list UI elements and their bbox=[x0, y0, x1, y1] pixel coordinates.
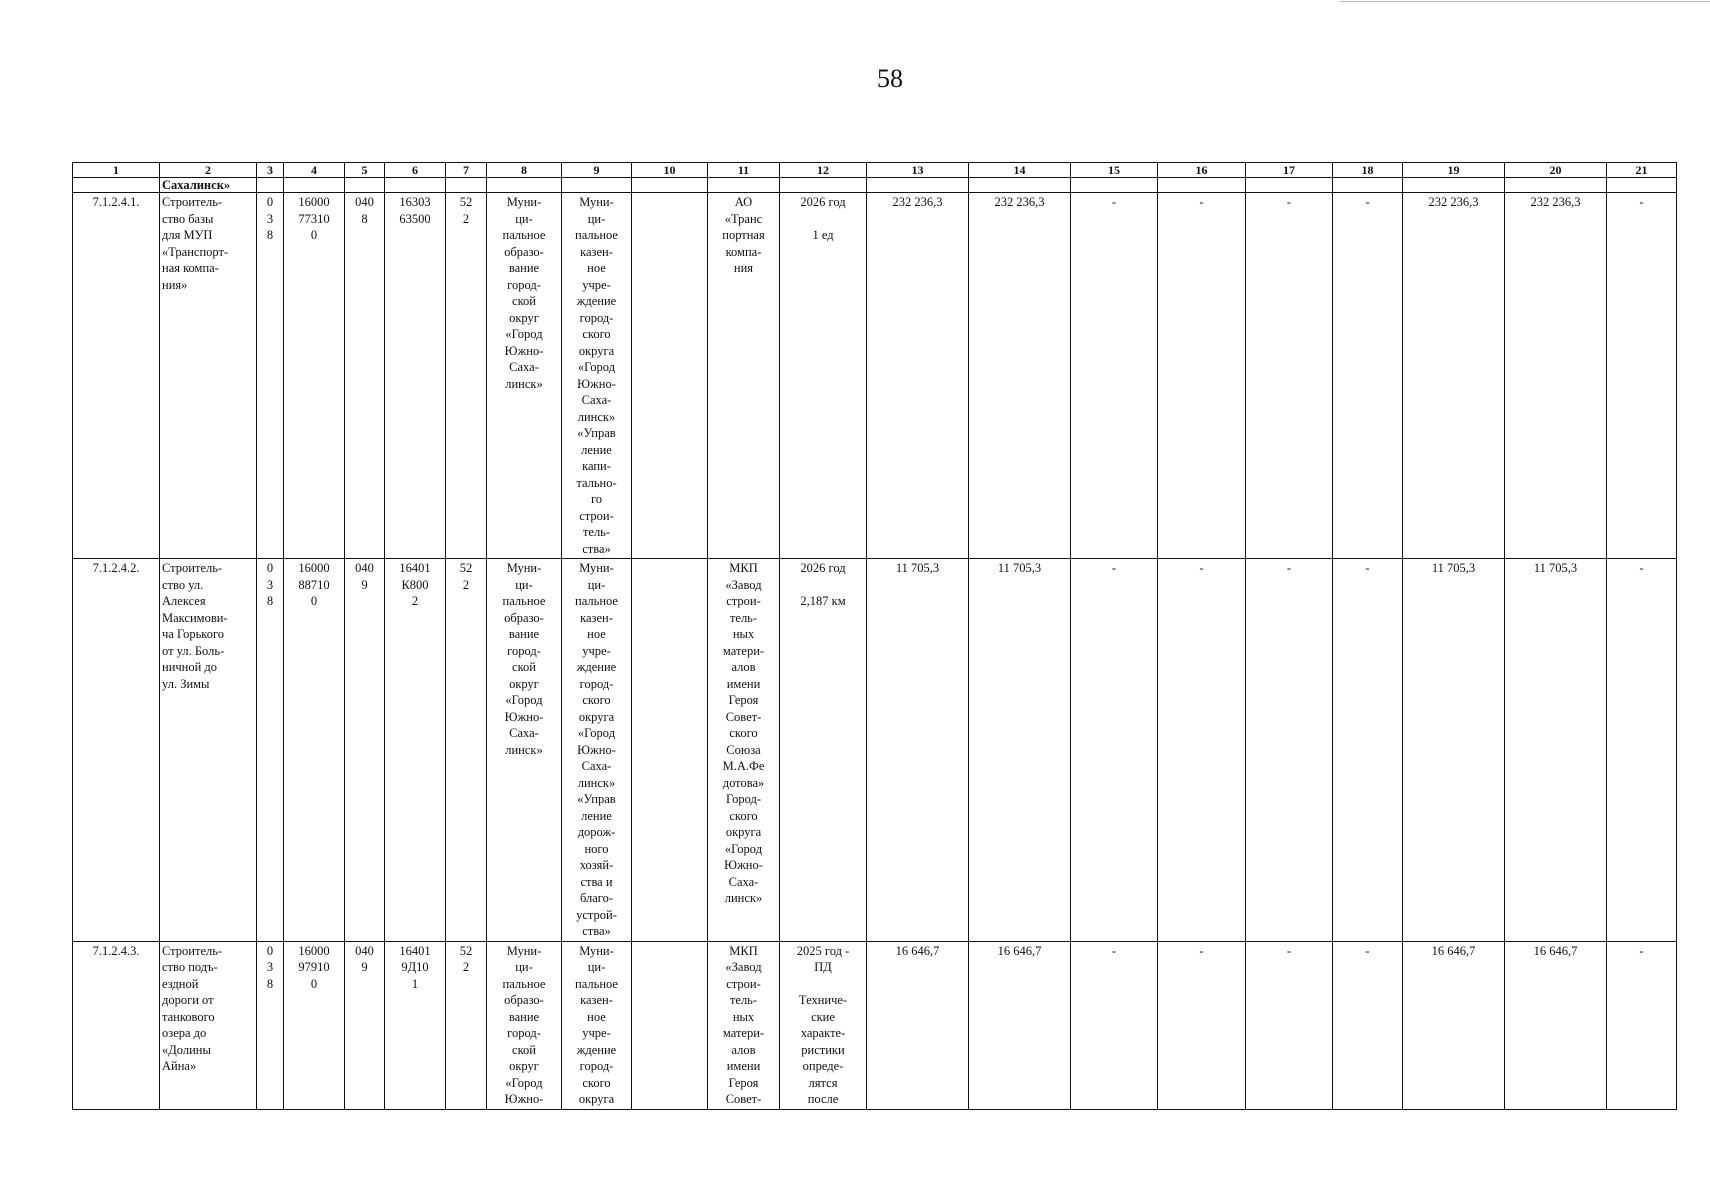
cell-c15: - bbox=[1071, 941, 1158, 1109]
column-number: 17 bbox=[1246, 163, 1333, 178]
column-number: 3 bbox=[257, 163, 284, 178]
cell-c14: 16 646,7 bbox=[969, 941, 1071, 1109]
cell-c4: 16000 97910 0 bbox=[284, 941, 345, 1109]
cell-c15: - bbox=[1071, 193, 1158, 559]
cell-c21: - bbox=[1607, 193, 1677, 559]
cell-c14: 232 236,3 bbox=[969, 193, 1071, 559]
continuation-text: Сахалинск» bbox=[160, 178, 257, 193]
cell-c10 bbox=[632, 193, 708, 559]
column-number: 2 bbox=[160, 163, 257, 178]
table-row bbox=[73, 941, 1677, 1109]
column-number: 4 bbox=[284, 163, 345, 178]
row-id: 7.1.2.4.1. bbox=[73, 193, 160, 559]
cell-c11: МКП «Завод строи- тель- ных матери- алов имени Героя Совет- bbox=[708, 941, 780, 1109]
cell-c5: 040 8 bbox=[345, 193, 385, 559]
cell-c8: Муни- ци- пальное образо- вание город- ской округ «Город Южно- Саха- линск» bbox=[487, 559, 562, 942]
cell-c16: - bbox=[1158, 193, 1246, 559]
cell-c15: - bbox=[1071, 559, 1158, 942]
scan-artifact-top-right bbox=[1340, 1, 1710, 2]
column-number: 12 bbox=[780, 163, 867, 178]
cell-c17: - bbox=[1246, 941, 1333, 1109]
column-number: 9 bbox=[562, 163, 632, 178]
cell-c14: 11 705,3 bbox=[969, 559, 1071, 942]
cell-c9: Муни- ци- пальное казен- ное учре- ждение город- ского округа bbox=[562, 941, 632, 1109]
cell-c4: 16000 77310 0 bbox=[284, 193, 345, 559]
cell-c4: 16000 88710 0 bbox=[284, 559, 345, 942]
row-id: 7.1.2.4.3. bbox=[73, 941, 160, 1109]
column-number: 14 bbox=[969, 163, 1071, 178]
cell-c13: 11 705,3 bbox=[867, 559, 969, 942]
cell-c8: Муни- ци- пальное образо- вание город- ской округ «Город Южно- bbox=[487, 941, 562, 1109]
budget-table bbox=[72, 162, 1677, 1110]
cell-c19: 16 646,7 bbox=[1403, 941, 1505, 1109]
column-number: 11 bbox=[708, 163, 780, 178]
cell-c12: 2026 год 1 ед bbox=[780, 193, 867, 559]
cell-c18: - bbox=[1333, 559, 1403, 942]
cell-c13: 16 646,7 bbox=[867, 941, 969, 1109]
project-name: Строитель- ство ул. Алексея Максимови- ча Горького от ул. Боль- ничной до ул. Зимы bbox=[160, 559, 257, 942]
cell-c10 bbox=[632, 559, 708, 942]
table-row bbox=[73, 559, 1677, 942]
cell-c3: 0 3 8 bbox=[257, 193, 284, 559]
cell-c3: 0 3 8 bbox=[257, 941, 284, 1109]
cell-c12: 2026 год 2,187 км bbox=[780, 559, 867, 942]
cell-c20: 232 236,3 bbox=[1505, 193, 1607, 559]
cell-c5: 040 9 bbox=[345, 559, 385, 942]
column-number: 10 bbox=[632, 163, 708, 178]
cell-c9: Муни- ци- пальное казен- ное учре- ждение город- ского округа «Город Южно- Саха- линск» «Управ ление дорож- ного хозяй- ства и благо- устрой- ства» bbox=[562, 559, 632, 942]
cell-c10 bbox=[632, 941, 708, 1109]
column-number: 15 bbox=[1071, 163, 1158, 178]
cell-c18: - bbox=[1333, 941, 1403, 1109]
cell-c19: 232 236,3 bbox=[1403, 193, 1505, 559]
project-name: Строитель- ство подъ- ездной дороги от танкового озера до «Долины Айна» bbox=[160, 941, 257, 1109]
column-number: 16 bbox=[1158, 163, 1246, 178]
cell-c13: 232 236,3 bbox=[867, 193, 969, 559]
column-number: 20 bbox=[1505, 163, 1607, 178]
cell-c17: - bbox=[1246, 193, 1333, 559]
cell-c18: - bbox=[1333, 193, 1403, 559]
row-id: 7.1.2.4.2. bbox=[73, 559, 160, 942]
cell-c7: 52 2 bbox=[446, 193, 487, 559]
column-number: 21 bbox=[1607, 163, 1677, 178]
column-number: 7 bbox=[446, 163, 487, 178]
cell-c7: 52 2 bbox=[446, 559, 487, 942]
column-number: 19 bbox=[1403, 163, 1505, 178]
cell-c9: Муни- ци- пальное казен- ное учре- ждение город- ского округа «Город Южно- Саха- линск» «Управ ление капи- тально- го строи- тель- ства» bbox=[562, 193, 632, 559]
cell-c6: 16303 63500 bbox=[385, 193, 446, 559]
cell-c16: - bbox=[1158, 941, 1246, 1109]
cell-c12: 2025 год - ПД Техниче- ские характe- ристики опреде- лятся после bbox=[780, 941, 867, 1109]
cell-c21: - bbox=[1607, 941, 1677, 1109]
column-number: 13 bbox=[867, 163, 969, 178]
cell-c5: 040 9 bbox=[345, 941, 385, 1109]
cell-c19: 11 705,3 bbox=[1403, 559, 1505, 942]
column-number: 18 bbox=[1333, 163, 1403, 178]
column-number: 8 bbox=[487, 163, 562, 178]
table-row bbox=[73, 193, 1677, 559]
cell-c8: Муни- ци- пальное образо- вание город- ской округ «Город Южно- Саха- линск» bbox=[487, 193, 562, 559]
cell-c20: 11 705,3 bbox=[1505, 559, 1607, 942]
cell-c11: МКП «Завод строи- тель- ных матери- алов имени Героя Совет- ского Союза М.А.Фе дотова» Город- ского округа «Город Южно- Саха- линск» bbox=[708, 559, 780, 942]
column-number: 1 bbox=[73, 163, 160, 178]
column-number: 6 bbox=[385, 163, 446, 178]
cell-c16: - bbox=[1158, 559, 1246, 942]
column-number-row bbox=[73, 163, 1677, 178]
cell-c17: - bbox=[1246, 559, 1333, 942]
cell-c7: 52 2 bbox=[446, 941, 487, 1109]
cell-c6: 16401 9Д10 1 bbox=[385, 941, 446, 1109]
continuation-row bbox=[73, 178, 1677, 193]
budget-table-container bbox=[72, 162, 1677, 1110]
cell-c3: 0 3 8 bbox=[257, 559, 284, 942]
cell-c21: - bbox=[1607, 559, 1677, 942]
cell-c11: АО «Транс портная компа- ния bbox=[708, 193, 780, 559]
page-number: 58 bbox=[877, 64, 903, 93]
project-name: Строитель- ство базы для МУП «Транспорт- ная компа- ния» bbox=[160, 193, 257, 559]
column-number: 5 bbox=[345, 163, 385, 178]
cell-c20: 16 646,7 bbox=[1505, 941, 1607, 1109]
cell-c6: 16401 К800 2 bbox=[385, 559, 446, 942]
